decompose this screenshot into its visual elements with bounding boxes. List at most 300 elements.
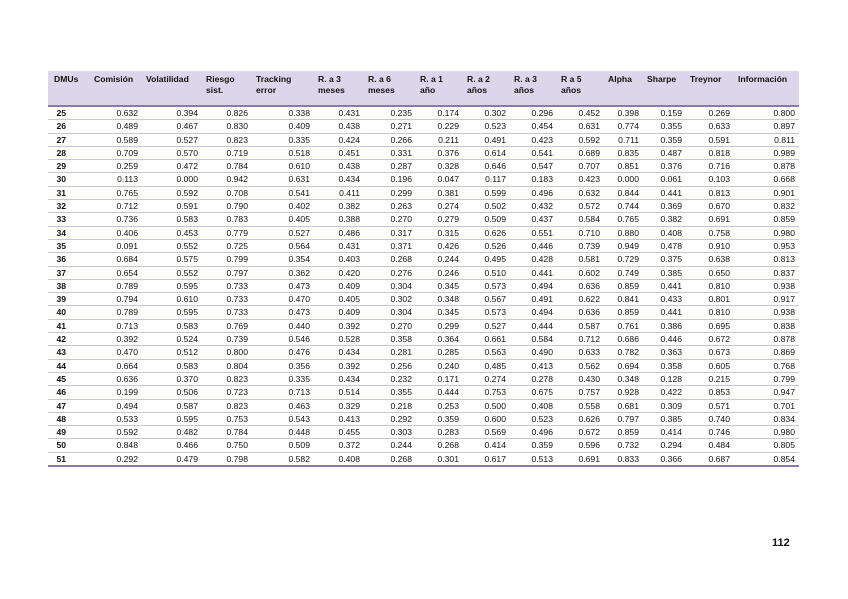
table-row [48, 146, 799, 159]
value-cell: 0.570 [142, 146, 202, 159]
value-cell: 0.782 [604, 346, 643, 359]
value-cell: 0.543 [252, 412, 314, 425]
column-header: Tracking error [252, 71, 314, 106]
table-row [48, 253, 799, 266]
value-cell: 0.183 [510, 173, 557, 186]
value-cell: 0.491 [510, 293, 557, 306]
table-row [48, 426, 799, 439]
value-cell: 0.359 [510, 439, 557, 452]
value-cell: 0.331 [364, 146, 416, 159]
value-cell: 0.723 [202, 386, 252, 399]
value-cell: 0.853 [686, 386, 734, 399]
value-cell: 0.496 [510, 426, 557, 439]
table-row [48, 266, 799, 279]
value-cell: 0.524 [142, 333, 202, 346]
value-cell: 0.244 [364, 439, 416, 452]
value-cell: 0.813 [734, 253, 799, 266]
value-cell: 0.567 [463, 293, 510, 306]
value-cell: 0.375 [643, 253, 686, 266]
value-cell: 0.398 [604, 106, 643, 120]
value-cell: 0.424 [314, 133, 364, 146]
value-cell: 0.575 [142, 253, 202, 266]
value-cell: 0.626 [463, 226, 510, 239]
value-cell: 0.510 [463, 266, 510, 279]
dmu-id-cell: 43 [48, 346, 90, 359]
value-cell: 0.749 [604, 266, 643, 279]
value-cell: 0.386 [643, 319, 686, 332]
value-cell: 0.733 [202, 279, 252, 292]
value-cell: 0.797 [202, 266, 252, 279]
value-cell: 0.686 [604, 333, 643, 346]
value-cell: 0.761 [604, 319, 643, 332]
value-cell: 0.509 [463, 213, 510, 226]
dmu-id-cell: 37 [48, 266, 90, 279]
value-cell: 0.376 [416, 146, 463, 159]
value-cell: 0.859 [604, 306, 643, 319]
value-cell: 0.441 [510, 266, 557, 279]
value-cell: 0.711 [604, 133, 643, 146]
value-cell: 0.826 [202, 106, 252, 120]
value-cell: 0.466 [142, 439, 202, 452]
value-cell: 0.274 [416, 200, 463, 213]
value-cell: 0.294 [643, 439, 686, 452]
table-row [48, 133, 799, 146]
value-cell: 0.631 [557, 120, 604, 133]
table-row [48, 186, 799, 199]
value-cell: 0.489 [90, 120, 142, 133]
value-cell: 0.573 [463, 279, 510, 292]
value-cell: 0.779 [202, 226, 252, 239]
value-cell: 0.848 [90, 439, 142, 452]
value-cell: 0.661 [463, 333, 510, 346]
value-cell: 0.716 [686, 160, 734, 173]
value-cell: 0.917 [734, 293, 799, 306]
value-cell: 0.215 [686, 372, 734, 385]
value-cell: 0.942 [202, 173, 252, 186]
value-cell: 0.440 [252, 319, 314, 332]
value-cell: 0.695 [686, 319, 734, 332]
dmu-id-cell: 42 [48, 333, 90, 346]
value-cell: 0.783 [202, 213, 252, 226]
value-cell: 0.632 [90, 106, 142, 120]
value-cell: 0.784 [202, 160, 252, 173]
value-cell: 0.199 [90, 386, 142, 399]
value-cell: 0.551 [510, 226, 557, 239]
value-cell: 0.823 [202, 399, 252, 412]
value-cell: 0.523 [463, 120, 510, 133]
value-cell: 0.500 [463, 399, 510, 412]
value-cell: 0.283 [416, 426, 463, 439]
value-cell: 0.810 [686, 306, 734, 319]
value-cell: 0.512 [142, 346, 202, 359]
column-header: DMUs [48, 71, 90, 106]
value-cell: 0.610 [142, 293, 202, 306]
value-cell: 0.292 [90, 452, 142, 466]
value-cell: 0.638 [686, 253, 734, 266]
value-cell: 0.733 [202, 293, 252, 306]
value-cell: 0.413 [314, 412, 364, 425]
value-cell: 0.159 [643, 106, 686, 120]
value-cell: 0.804 [202, 359, 252, 372]
value-cell: 0.370 [142, 372, 202, 385]
value-cell: 0.423 [510, 133, 557, 146]
table-row [48, 372, 799, 385]
value-cell: 0.709 [90, 146, 142, 159]
value-cell: 0.355 [643, 120, 686, 133]
value-cell: 0.633 [557, 346, 604, 359]
dmu-id-cell: 40 [48, 306, 90, 319]
value-cell: 0.528 [314, 333, 364, 346]
value-cell: 0.268 [364, 253, 416, 266]
column-header: R. a 1 año [416, 71, 463, 106]
value-cell: 0.691 [557, 452, 604, 466]
value-cell: 0.622 [557, 293, 604, 306]
value-cell: 0.382 [314, 200, 364, 213]
value-cell: 0.304 [364, 306, 416, 319]
value-cell: 0.753 [202, 412, 252, 425]
value-cell: 0.285 [416, 346, 463, 359]
value-cell: 0.712 [557, 333, 604, 346]
value-cell: 0.309 [643, 399, 686, 412]
value-cell: 0.338 [252, 106, 314, 120]
value-cell: 0.356 [252, 359, 314, 372]
value-cell: 0.691 [686, 213, 734, 226]
value-cell: 0.434 [314, 372, 364, 385]
value-cell: 0.362 [252, 266, 314, 279]
value-cell: 0.901 [734, 186, 799, 199]
value-cell: 0.800 [202, 346, 252, 359]
value-cell: 0.000 [604, 173, 643, 186]
value-cell: 0.617 [463, 452, 510, 466]
value-cell: 0.211 [416, 133, 463, 146]
value-cell: 0.476 [252, 346, 314, 359]
dmu-id-cell: 39 [48, 293, 90, 306]
value-cell: 0.403 [314, 253, 364, 266]
dmu-id-cell: 28 [48, 146, 90, 159]
value-cell: 0.371 [364, 239, 416, 252]
value-cell: 0.268 [416, 439, 463, 452]
value-cell: 0.409 [314, 279, 364, 292]
value-cell: 0.789 [90, 279, 142, 292]
value-cell: 0.591 [142, 200, 202, 213]
value-cell: 0.302 [463, 106, 510, 120]
value-cell: 0.600 [463, 412, 510, 425]
value-cell: 0.880 [604, 226, 643, 239]
value-cell: 0.732 [604, 439, 643, 452]
value-cell: 0.244 [416, 253, 463, 266]
value-cell: 0.670 [686, 200, 734, 213]
value-cell: 0.750 [202, 439, 252, 452]
column-header: Sharpe [643, 71, 686, 106]
value-cell: 0.408 [643, 226, 686, 239]
value-cell: 0.799 [202, 253, 252, 266]
table-row [48, 293, 799, 306]
value-cell: 0.364 [416, 333, 463, 346]
value-cell: 0.953 [734, 239, 799, 252]
value-cell: 0.496 [510, 186, 557, 199]
value-cell: 0.438 [314, 160, 364, 173]
value-cell: 0.552 [142, 239, 202, 252]
value-cell: 0.271 [364, 120, 416, 133]
value-cell: 0.571 [686, 399, 734, 412]
value-cell: 0.592 [90, 426, 142, 439]
value-cell: 0.681 [604, 399, 643, 412]
value-cell: 0.299 [416, 319, 463, 332]
value-cell: 0.478 [643, 239, 686, 252]
value-cell: 0.405 [314, 293, 364, 306]
value-cell: 0.799 [734, 372, 799, 385]
table-row [48, 333, 799, 346]
value-cell: 0.441 [643, 279, 686, 292]
value-cell: 0.428 [510, 253, 557, 266]
value-cell: 0.790 [202, 200, 252, 213]
value-cell: 0.328 [416, 160, 463, 173]
value-cell: 0.061 [643, 173, 686, 186]
table-row [48, 439, 799, 452]
dmu-id-cell: 41 [48, 319, 90, 332]
value-cell: 0.420 [314, 266, 364, 279]
table-row [48, 160, 799, 173]
dmu-id-cell: 29 [48, 160, 90, 173]
value-cell: 0.832 [734, 200, 799, 213]
value-cell: 0.354 [252, 253, 314, 266]
value-cell: 0.431 [314, 239, 364, 252]
value-cell: 0.348 [416, 293, 463, 306]
value-cell: 0.687 [686, 452, 734, 466]
value-cell: 0.494 [90, 399, 142, 412]
value-cell: 0.091 [90, 239, 142, 252]
value-cell: 0.541 [252, 186, 314, 199]
dmu-id-cell: 32 [48, 200, 90, 213]
value-cell: 0.897 [734, 120, 799, 133]
dmu-id-cell: 47 [48, 399, 90, 412]
value-cell: 0.768 [734, 359, 799, 372]
value-cell: 0.502 [463, 200, 510, 213]
table-row [48, 386, 799, 399]
value-cell: 0.411 [314, 186, 364, 199]
value-cell: 0.301 [416, 452, 463, 466]
dmu-id-cell: 36 [48, 253, 90, 266]
value-cell: 0.453 [142, 226, 202, 239]
value-cell: 0.811 [734, 133, 799, 146]
value-cell: 0.694 [604, 359, 643, 372]
value-cell: 0.797 [604, 412, 643, 425]
value-cell: 0.800 [734, 106, 799, 120]
value-cell: 0.712 [90, 200, 142, 213]
value-cell: 0.506 [142, 386, 202, 399]
value-cell: 0.446 [643, 333, 686, 346]
value-cell: 0.784 [202, 426, 252, 439]
value-cell: 0.296 [510, 106, 557, 120]
value-cell: 0.047 [416, 173, 463, 186]
dmu-id-cell: 46 [48, 386, 90, 399]
value-cell: 0.558 [557, 399, 604, 412]
value-cell: 0.454 [510, 120, 557, 133]
table-header [48, 71, 799, 106]
value-cell: 0.369 [643, 200, 686, 213]
value-cell: 0.980 [734, 226, 799, 239]
value-cell: 0.765 [604, 213, 643, 226]
value-cell: 0.438 [314, 120, 364, 133]
value-cell: 0.527 [252, 226, 314, 239]
value-cell: 0.413 [510, 359, 557, 372]
value-cell: 0.355 [364, 386, 416, 399]
value-cell: 0.573 [463, 306, 510, 319]
value-cell: 0.672 [557, 426, 604, 439]
value-cell: 0.329 [314, 399, 364, 412]
value-cell: 0.526 [463, 239, 510, 252]
dmu-id-cell: 38 [48, 279, 90, 292]
value-cell: 0.246 [416, 266, 463, 279]
value-cell: 0.103 [686, 173, 734, 186]
value-cell: 0.269 [686, 106, 734, 120]
value-cell: 0.672 [686, 333, 734, 346]
column-header: Riesgo sist. [202, 71, 252, 106]
value-cell: 0.833 [604, 452, 643, 466]
value-cell: 0.596 [557, 439, 604, 452]
value-cell: 0.444 [416, 386, 463, 399]
value-cell: 0.938 [734, 279, 799, 292]
value-cell: 0.746 [686, 426, 734, 439]
value-cell: 0.317 [364, 226, 416, 239]
value-cell: 0.485 [463, 359, 510, 372]
dmu-id-cell: 35 [48, 239, 90, 252]
value-cell: 0.452 [557, 106, 604, 120]
value-cell: 0.263 [364, 200, 416, 213]
value-cell: 0.441 [643, 306, 686, 319]
dmu-id-cell: 51 [48, 452, 90, 466]
value-cell: 0.385 [643, 266, 686, 279]
value-cell: 0.789 [90, 306, 142, 319]
value-cell: 0.949 [604, 239, 643, 252]
value-cell: 0.431 [314, 106, 364, 120]
value-cell: 0.646 [463, 160, 510, 173]
value-cell: 0.473 [252, 306, 314, 319]
value-cell: 0.774 [604, 120, 643, 133]
value-cell: 0.117 [463, 173, 510, 186]
dmu-id-cell: 26 [48, 120, 90, 133]
value-cell: 0.835 [604, 146, 643, 159]
value-cell: 0.805 [734, 439, 799, 452]
dmu-id-cell: 45 [48, 372, 90, 385]
value-cell: 0.408 [314, 452, 364, 466]
value-cell: 0.287 [364, 160, 416, 173]
value-cell: 0.801 [686, 293, 734, 306]
value-cell: 0.650 [686, 266, 734, 279]
table-row [48, 399, 799, 412]
value-cell: 0.434 [314, 346, 364, 359]
value-cell: 0.408 [510, 399, 557, 412]
value-cell: 0.980 [734, 426, 799, 439]
table-row [48, 200, 799, 213]
value-cell: 0.335 [252, 372, 314, 385]
value-cell: 0.636 [557, 306, 604, 319]
value-cell: 0.664 [90, 359, 142, 372]
value-cell: 0.592 [142, 186, 202, 199]
value-cell: 0.668 [734, 173, 799, 186]
dmu-id-cell: 33 [48, 213, 90, 226]
value-cell: 0.448 [252, 426, 314, 439]
page-number: 112 [772, 537, 790, 549]
value-cell: 0.527 [463, 319, 510, 332]
table-row [48, 239, 799, 252]
value-cell: 0.838 [734, 319, 799, 332]
value-cell: 0.363 [643, 346, 686, 359]
value-cell: 0.564 [252, 239, 314, 252]
value-cell: 0.455 [314, 426, 364, 439]
column-header: R a 5 años [557, 71, 604, 106]
value-cell: 0.381 [416, 186, 463, 199]
value-cell: 0.729 [604, 253, 643, 266]
value-cell: 0.256 [364, 359, 416, 372]
value-cell: 0.235 [364, 106, 416, 120]
value-cell: 0.589 [90, 133, 142, 146]
value-cell: 0.240 [416, 359, 463, 372]
value-cell: 0.710 [557, 226, 604, 239]
value-cell: 0.733 [202, 306, 252, 319]
value-cell: 0.423 [557, 173, 604, 186]
value-cell: 0.614 [463, 146, 510, 159]
value-cell: 0.422 [643, 386, 686, 399]
value-cell: 0.708 [202, 186, 252, 199]
value-cell: 0.000 [142, 173, 202, 186]
value-cell: 0.494 [510, 279, 557, 292]
value-cell: 0.514 [314, 386, 364, 399]
value-cell: 0.859 [604, 279, 643, 292]
value-cell: 0.837 [734, 266, 799, 279]
value-cell: 0.446 [510, 239, 557, 252]
column-header: Alpha [604, 71, 643, 106]
value-cell: 0.467 [142, 120, 202, 133]
value-cell: 0.218 [364, 399, 416, 412]
value-cell: 0.584 [510, 333, 557, 346]
value-cell: 0.592 [557, 133, 604, 146]
value-cell: 0.433 [643, 293, 686, 306]
value-cell: 0.359 [643, 133, 686, 146]
value-cell: 0.633 [686, 120, 734, 133]
value-cell: 0.610 [252, 160, 314, 173]
value-cell: 0.636 [557, 279, 604, 292]
table-row [48, 120, 799, 133]
value-cell: 0.547 [510, 160, 557, 173]
value-cell: 0.259 [90, 160, 142, 173]
value-cell: 0.345 [416, 306, 463, 319]
value-cell: 0.406 [90, 226, 142, 239]
value-cell: 0.484 [686, 439, 734, 452]
value-cell: 0.582 [252, 452, 314, 466]
value-cell: 0.818 [686, 146, 734, 159]
value-cell: 0.276 [364, 266, 416, 279]
value-cell: 0.372 [314, 439, 364, 452]
value-cell: 0.335 [252, 133, 314, 146]
column-header: R. a 6 meses [364, 71, 416, 106]
value-cell: 0.358 [643, 359, 686, 372]
value-cell: 0.739 [557, 239, 604, 252]
value-cell: 0.281 [364, 346, 416, 359]
value-cell: 0.587 [557, 319, 604, 332]
value-cell: 0.270 [364, 319, 416, 332]
value-cell: 0.509 [252, 439, 314, 452]
column-header: Comisión [90, 71, 142, 106]
value-cell: 0.736 [90, 213, 142, 226]
value-cell: 0.444 [510, 319, 557, 332]
table-row [48, 359, 799, 372]
value-cell: 0.385 [643, 412, 686, 425]
value-cell: 0.769 [202, 319, 252, 332]
value-cell: 0.451 [314, 146, 364, 159]
value-cell: 0.348 [604, 372, 643, 385]
value-cell: 0.626 [557, 412, 604, 425]
